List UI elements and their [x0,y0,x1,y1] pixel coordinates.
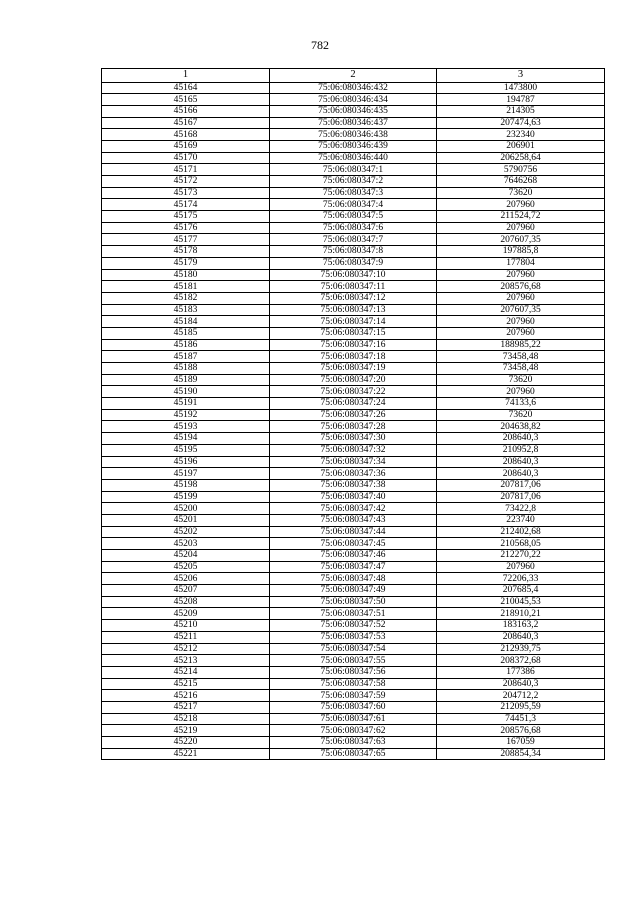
cadastral-number-cell: 75:06:080347:58 [270,678,437,690]
cadastral-number-cell: 75:06:080346:432 [270,82,437,94]
table-row [102,105,605,117]
table-row [102,748,605,760]
value-cell: 177804 [437,257,605,269]
value-cell: 177386 [437,666,605,678]
value-cell: 207960 [437,561,605,573]
value-cell: 210568,05 [437,538,605,550]
table-row [102,666,605,678]
row-number-cell: 45173 [102,187,270,199]
table-row [102,129,605,141]
table-row [102,246,605,258]
table-row [102,561,605,573]
table-row [102,152,605,164]
row-number-cell: 45201 [102,514,270,526]
value-cell: 197885,8 [437,246,605,258]
value-cell: 207960 [437,199,605,211]
cadastral-number-cell: 75:06:080347:48 [270,573,437,585]
row-number-cell: 45165 [102,94,270,106]
cadastral-number-cell: 75:06:080347:47 [270,561,437,573]
table-row [102,94,605,106]
value-cell: 208640,3 [437,433,605,445]
value-cell: 212095,59 [437,701,605,713]
table-body [102,82,605,760]
table-row [102,421,605,433]
table-row [102,491,605,503]
value-cell: 73458,48 [437,363,605,375]
value-cell: 218910,21 [437,608,605,620]
cadastral-number-cell: 75:06:080347:56 [270,666,437,678]
row-number-cell: 45214 [102,666,270,678]
cadastral-value-table [101,68,605,760]
row-number-cell: 45205 [102,561,270,573]
row-number-cell: 45207 [102,585,270,597]
table-row [102,620,605,632]
value-cell: 211524,72 [437,211,605,223]
cadastral-number-cell: 75:06:080347:61 [270,713,437,725]
row-number-cell: 45211 [102,631,270,643]
value-cell: 206258,64 [437,152,605,164]
row-number-cell: 45213 [102,655,270,667]
value-cell: 208854,34 [437,748,605,760]
cadastral-number-cell: 75:06:080347:12 [270,292,437,304]
row-number-cell: 45203 [102,538,270,550]
table-row [102,479,605,491]
cadastral-number-cell: 75:06:080347:2 [270,176,437,188]
table-row [102,409,605,421]
value-cell: 207474,63 [437,117,605,129]
table-row [102,643,605,655]
table-row [102,351,605,363]
row-number-cell: 45194 [102,433,270,445]
value-cell: 212402,68 [437,526,605,538]
cadastral-number-cell: 75:06:080347:45 [270,538,437,550]
value-cell: 208640,3 [437,631,605,643]
cadastral-number-cell: 75:06:080347:30 [270,433,437,445]
column-header-3: 3 [437,69,605,83]
table-row [102,573,605,585]
table-row [102,386,605,398]
cadastral-number-cell: 75:06:080347:60 [270,701,437,713]
value-cell: 208576,68 [437,725,605,737]
row-number-cell: 45192 [102,409,270,421]
cadastral-number-cell: 75:06:080347:9 [270,257,437,269]
cadastral-number-cell: 75:06:080347:53 [270,631,437,643]
table-row [102,304,605,316]
cadastral-number-cell: 75:06:080347:43 [270,514,437,526]
row-number-cell: 45175 [102,211,270,223]
table-row [102,550,605,562]
cadastral-number-cell: 75:06:080347:19 [270,363,437,375]
row-number-cell: 45170 [102,152,270,164]
table-row [102,690,605,702]
row-number-cell: 45190 [102,386,270,398]
value-cell: 208372,68 [437,655,605,667]
row-number-cell: 45184 [102,316,270,328]
row-number-cell: 45204 [102,550,270,562]
table-row [102,444,605,456]
cadastral-number-cell: 75:06:080347:42 [270,503,437,515]
row-number-cell: 45217 [102,701,270,713]
value-cell: 167059 [437,737,605,749]
table-row [102,468,605,480]
row-number-cell: 45196 [102,456,270,468]
value-cell: 207607,35 [437,234,605,246]
value-cell: 1473800 [437,82,605,94]
row-number-cell: 45172 [102,176,270,188]
cadastral-number-cell: 75:06:080347:13 [270,304,437,316]
value-cell: 223740 [437,514,605,526]
table-row [102,433,605,445]
value-cell: 183163,2 [437,620,605,632]
cadastral-number-cell: 75:06:080347:6 [270,222,437,234]
row-number-cell: 45166 [102,105,270,117]
cadastral-number-cell: 75:06:080347:7 [270,234,437,246]
value-cell: 73620 [437,187,605,199]
row-number-cell: 45181 [102,281,270,293]
cadastral-number-cell: 75:06:080346:435 [270,105,437,117]
row-number-cell: 45178 [102,246,270,258]
cadastral-number-cell: 75:06:080347:1 [270,164,437,176]
value-cell: 210045,53 [437,596,605,608]
cadastral-number-cell: 75:06:080346:440 [270,152,437,164]
table-row [102,631,605,643]
row-number-cell: 45221 [102,748,270,760]
cadastral-number-cell: 75:06:080347:24 [270,398,437,410]
cadastral-number-cell: 75:06:080347:18 [270,351,437,363]
table-row [102,327,605,339]
table-row [102,526,605,538]
table-row [102,678,605,690]
row-number-cell: 45195 [102,444,270,456]
row-number-cell: 45191 [102,398,270,410]
value-cell: 208640,3 [437,456,605,468]
value-cell: 74451,3 [437,713,605,725]
cadastral-number-cell: 75:06:080347:10 [270,269,437,281]
table-row [102,701,605,713]
row-number-cell: 45193 [102,421,270,433]
cadastral-number-cell: 75:06:080346:439 [270,140,437,152]
value-cell: 73620 [437,409,605,421]
table-row [102,456,605,468]
cadastral-number-cell: 75:06:080347:5 [270,211,437,223]
cadastral-number-cell: 75:06:080347:14 [270,316,437,328]
cadastral-number-cell: 75:06:080347:49 [270,585,437,597]
row-number-cell: 45202 [102,526,270,538]
table-row [102,339,605,351]
cadastral-number-cell: 75:06:080346:437 [270,117,437,129]
value-cell: 214305 [437,105,605,117]
table-row [102,713,605,725]
table-row [102,514,605,526]
row-number-cell: 45189 [102,374,270,386]
table-row [102,269,605,281]
table-row [102,737,605,749]
value-cell: 207960 [437,269,605,281]
table-row [102,374,605,386]
row-number-cell: 45185 [102,327,270,339]
cadastral-number-cell: 75:06:080346:438 [270,129,437,141]
value-cell: 74133,6 [437,398,605,410]
row-number-cell: 45188 [102,363,270,375]
value-cell: 7646268 [437,176,605,188]
row-number-cell: 45215 [102,678,270,690]
column-header-1: 1 [102,69,270,83]
cadastral-number-cell: 75:06:080347:40 [270,491,437,503]
table-row [102,211,605,223]
table-row [102,82,605,94]
value-cell: 212270,22 [437,550,605,562]
cadastral-number-cell: 75:06:080347:8 [270,246,437,258]
value-cell: 207960 [437,327,605,339]
value-cell: 188985,22 [437,339,605,351]
value-cell: 73458,48 [437,351,605,363]
value-cell: 232340 [437,129,605,141]
value-cell: 207607,35 [437,304,605,316]
cadastral-number-cell: 75:06:080347:59 [270,690,437,702]
table-row [102,538,605,550]
row-number-cell: 45187 [102,351,270,363]
column-header-2: 2 [270,69,437,83]
cadastral-number-cell: 75:06:080347:51 [270,608,437,620]
table-row [102,176,605,188]
row-number-cell: 45186 [102,339,270,351]
value-cell: 208640,3 [437,468,605,480]
cadastral-number-cell: 75:06:080347:26 [270,409,437,421]
value-cell: 204638,82 [437,421,605,433]
table-row [102,398,605,410]
table-row [102,655,605,667]
row-number-cell: 45198 [102,479,270,491]
row-number-cell: 45199 [102,491,270,503]
cadastral-number-cell: 75:06:080347:44 [270,526,437,538]
table-row [102,281,605,293]
cadastral-number-cell: 75:06:080347:3 [270,187,437,199]
row-number-cell: 45208 [102,596,270,608]
row-number-cell: 45179 [102,257,270,269]
value-cell: 207817,06 [437,479,605,491]
value-cell: 207960 [437,386,605,398]
table-row [102,725,605,737]
cadastral-number-cell: 75:06:080347:22 [270,386,437,398]
table-header-row [102,69,605,83]
value-cell: 206901 [437,140,605,152]
cadastral-number-cell: 75:06:080347:50 [270,596,437,608]
value-cell: 207960 [437,292,605,304]
table-row [102,503,605,515]
cadastral-number-cell: 75:06:080347:4 [270,199,437,211]
cadastral-number-cell: 75:06:080347:46 [270,550,437,562]
row-number-cell: 45219 [102,725,270,737]
cadastral-number-cell: 75:06:080347:54 [270,643,437,655]
row-number-cell: 45210 [102,620,270,632]
value-cell: 207960 [437,316,605,328]
cadastral-number-cell: 75:06:080347:38 [270,479,437,491]
row-number-cell: 45168 [102,129,270,141]
table-row [102,257,605,269]
table-row [102,316,605,328]
value-cell: 204712,2 [437,690,605,702]
row-number-cell: 45169 [102,140,270,152]
cadastral-number-cell: 75:06:080347:65 [270,748,437,760]
table-row [102,585,605,597]
row-number-cell: 45174 [102,199,270,211]
value-cell: 208640,3 [437,678,605,690]
cadastral-number-cell: 75:06:080347:55 [270,655,437,667]
table-row [102,199,605,211]
cadastral-number-cell: 75:06:080347:28 [270,421,437,433]
value-cell: 210952,8 [437,444,605,456]
table-row [102,164,605,176]
value-cell: 73422,8 [437,503,605,515]
value-cell: 212939,75 [437,643,605,655]
row-number-cell: 45182 [102,292,270,304]
row-number-cell: 45220 [102,737,270,749]
table-row [102,363,605,375]
row-number-cell: 45216 [102,690,270,702]
value-cell: 207960 [437,222,605,234]
cadastral-number-cell: 75:06:080346:434 [270,94,437,106]
value-cell: 73620 [437,374,605,386]
cadastral-number-cell: 75:06:080347:62 [270,725,437,737]
table-row [102,140,605,152]
cadastral-number-cell: 75:06:080347:34 [270,456,437,468]
row-number-cell: 45164 [102,82,270,94]
cadastral-number-cell: 75:06:080347:32 [270,444,437,456]
row-number-cell: 45206 [102,573,270,585]
table-row [102,117,605,129]
value-cell: 207817,06 [437,491,605,503]
page-number: 782 [311,38,329,52]
table-row [102,596,605,608]
cadastral-number-cell: 75:06:080347:20 [270,374,437,386]
table-row [102,187,605,199]
row-number-cell: 45167 [102,117,270,129]
value-cell: 208576,68 [437,281,605,293]
row-number-cell: 45209 [102,608,270,620]
cadastral-number-cell: 75:06:080347:36 [270,468,437,480]
table-row [102,608,605,620]
row-number-cell: 45176 [102,222,270,234]
row-number-cell: 45212 [102,643,270,655]
row-number-cell: 45180 [102,269,270,281]
row-number-cell: 45218 [102,713,270,725]
value-cell: 194787 [437,94,605,106]
table-row [102,222,605,234]
row-number-cell: 45183 [102,304,270,316]
cadastral-number-cell: 75:06:080347:11 [270,281,437,293]
table-row [102,292,605,304]
row-number-cell: 45197 [102,468,270,480]
value-cell: 72206,33 [437,573,605,585]
cadastral-number-cell: 75:06:080347:63 [270,737,437,749]
row-number-cell: 45200 [102,503,270,515]
row-number-cell: 45171 [102,164,270,176]
value-cell: 207685,4 [437,585,605,597]
cadastral-number-cell: 75:06:080347:16 [270,339,437,351]
row-number-cell: 45177 [102,234,270,246]
cadastral-number-cell: 75:06:080347:52 [270,620,437,632]
table-row [102,234,605,246]
value-cell: 5790756 [437,164,605,176]
cadastral-number-cell: 75:06:080347:15 [270,327,437,339]
